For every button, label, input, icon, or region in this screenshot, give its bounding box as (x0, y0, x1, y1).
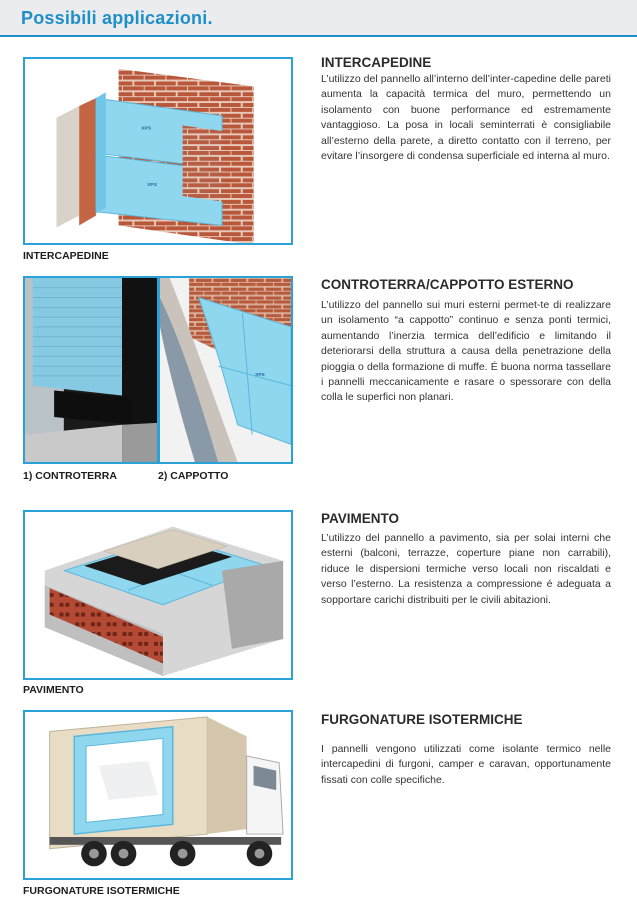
panel-logo-2: XPS (147, 183, 157, 189)
ribbed-panel-group (33, 278, 122, 395)
caption-cappotto: 2) CAPPOTTO (158, 470, 229, 482)
caption-furgonature: FURGONATURE ISOTERMICHE (23, 885, 180, 897)
controterra-illustration (23, 276, 159, 464)
section-title-furgonature: FURGONATURE ISOTERMICHE (321, 712, 523, 727)
section-body-furgonature: I pannelli vengono utilizzati come isolante termico nelle intercapedini di furgoni, camper e caravan, opportunamente fissati con colle specifiche. (321, 743, 611, 786)
page-header (0, 0, 637, 37)
furgonature-illustration (23, 710, 293, 880)
section-body-controterra: L’utilizzo del pannello sui muri esterni permet-te di realizzare un isolamento “a cappotto” continuo e senza ponti termici, aumentando l’inerzia termica dell’edificio e limitando il deteriorarsi della struttura a causa della penetrazione della pioggia o della formazione di muffe. É buona norma tassellare i pannelli meccanicamente e rasare o spessorare con della colla le superfici non planari. (321, 299, 611, 404)
intercapedine-illustration (23, 57, 293, 245)
caption-controterra: 1) CONTROTERRA (23, 470, 117, 482)
page-title: Possibili applicazioni. (21, 8, 213, 28)
section-title-pavimento: PAVIMENTO (321, 511, 400, 526)
truck-insulation-group (74, 727, 173, 834)
caption-pavimento: PAVIMENTO (23, 684, 84, 696)
panel-logo-3: XPS (255, 372, 265, 378)
panel-logo: XPS (141, 126, 152, 132)
pavimento-illustration (23, 510, 293, 680)
section-title-intercapedine: INTERCAPEDINE (321, 55, 432, 70)
section-body-pavimento: L’utilizzo del pannello a pavimento, sia per solai interni che esterni (balconi, terrazze, coperture piane non carrabili), riduce le dispersioni termiche verso locali non riscaldati e verso l’esterno. La resistenza a compressione é adeguata a sopportare carichi distribuiti per le civili abitazioni. (321, 532, 611, 606)
header-rule (0, 35, 637, 37)
caption-intercapedine: INTERCAPEDINE (23, 250, 109, 262)
cappotto-illustration (158, 276, 293, 464)
section-body-intercapedine: L’utilizzo del pannello all’interno dell’inter-capedine delle pareti aumenta la capacità termica del muro, permettendo un isolamento con buone performance ed estremamente vantaggioso. La posa in locali seminterrati è consigliabile all’esterno della parete, a diretto contatto con il terreno, per evitare l’insorgere di condensa superficiale ed interna al muro. (321, 73, 611, 163)
section-title-controterra: CONTROTERRA/CAPPOTTO ESTERNO (321, 277, 574, 292)
